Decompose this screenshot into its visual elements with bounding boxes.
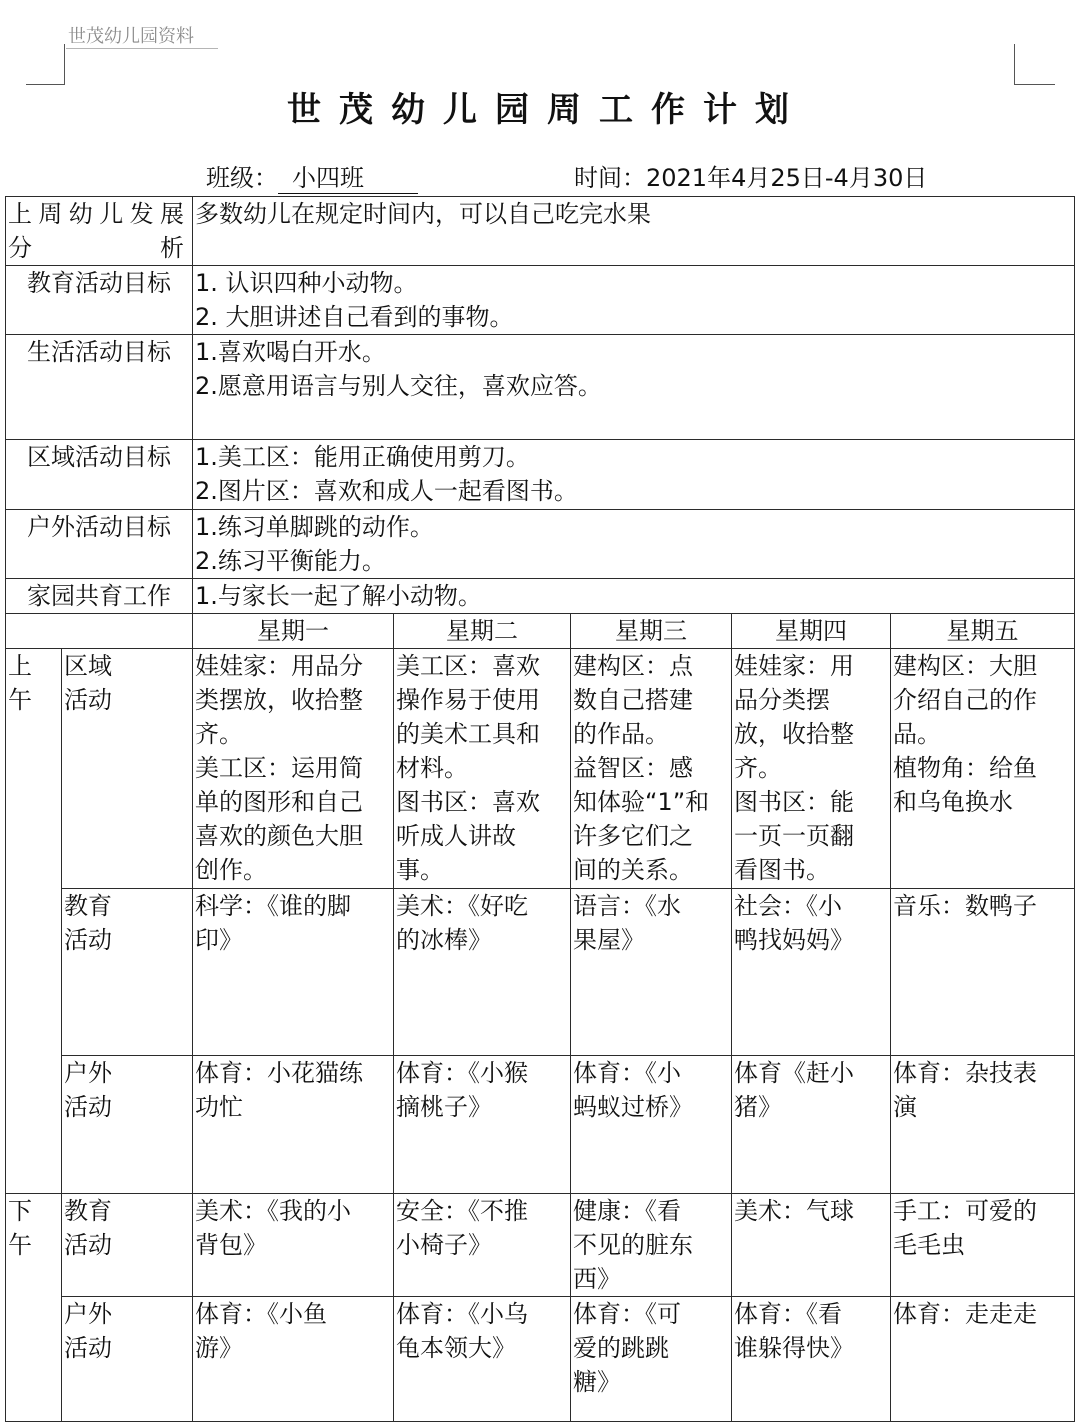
plan-cell — [891, 1297, 1075, 1422]
text-line: 功忙 — [195, 1093, 243, 1121]
text-line: 和乌龟换水 — [893, 788, 1013, 816]
text-line: 美工区：喜欢 — [396, 652, 540, 680]
row-label: 上周幼儿发展分析 — [6, 197, 193, 266]
text-line: 娃娃家：用 — [734, 652, 854, 680]
text-line: 体育：《小乌 — [396, 1300, 528, 1328]
row-content — [193, 440, 1075, 510]
text-line: 体育：走走走 — [893, 1300, 1037, 1328]
text-line: 活动 — [64, 1093, 112, 1121]
row-content — [193, 266, 1075, 335]
text-line: 户外 — [64, 1059, 112, 1087]
text-line: 美工区：运用简 — [195, 754, 363, 782]
plan-cell — [193, 649, 394, 889]
time-label: 时间： — [574, 164, 646, 192]
text-line: 社会：《小 — [734, 892, 842, 920]
text-line: 不见的脏东 — [573, 1231, 693, 1259]
activity-label — [62, 649, 193, 889]
text-line: 体育：《可 — [573, 1300, 681, 1328]
text-line: 谁躲得快》 — [734, 1334, 854, 1362]
text-line: 印》 — [195, 926, 243, 954]
text-line: 活动 — [64, 1334, 112, 1362]
plan-cell — [891, 1056, 1075, 1194]
text-line: 听成人讲故 — [396, 822, 516, 850]
text-line: 演 — [893, 1093, 917, 1121]
text-line: 知体验“1”和 — [573, 788, 710, 816]
text-line: 体育：《小 — [573, 1059, 681, 1087]
text-line: 2.愿意用语言与别人交往，喜欢应答。 — [195, 372, 602, 400]
activity-label — [62, 889, 193, 1056]
class-label: 班级： — [206, 164, 278, 192]
plan-cell — [571, 1194, 732, 1297]
text-line: 糖》 — [573, 1368, 621, 1396]
text-line: 材料。 — [396, 754, 468, 782]
text-line: 品分类摆 — [734, 686, 830, 714]
plan-cell — [394, 1056, 571, 1194]
row-outdoor-goal — [6, 510, 1075, 579]
text-line: 多数幼儿在规定时间内，可以自己吃完水果 — [195, 200, 651, 228]
watermark-underline — [66, 48, 218, 49]
text-line: 数自己搭建 — [573, 686, 693, 714]
row-morning-outdoor — [6, 1056, 1075, 1194]
text-line: 齐。 — [195, 720, 243, 748]
text-line: 的冰棒》 — [396, 926, 492, 954]
text-line: 单的图形和自己 — [195, 788, 363, 816]
text-line: 活动 — [64, 1231, 112, 1259]
day-header: 星期五 — [891, 614, 1075, 649]
plan-cell — [571, 1297, 732, 1422]
activity-label — [62, 1297, 193, 1422]
plan-cell — [193, 1056, 394, 1194]
text-line: 2. 大胆讲述自己看到的事物。 — [195, 303, 514, 331]
text-line: 午 — [8, 686, 32, 714]
text-line: 科学：《谁的脚 — [195, 892, 351, 920]
day-header: 星期一 — [193, 614, 394, 649]
text-line: 午 — [8, 1231, 32, 1259]
text-line: 毛毛虫 — [893, 1231, 965, 1259]
row-edu-goal — [6, 266, 1075, 335]
text-line: 图书区：喜欢 — [396, 788, 540, 816]
text-line: 植物角：给鱼 — [893, 754, 1037, 782]
plan-cell — [394, 1297, 571, 1422]
text-line: 放，收拾整 — [734, 720, 854, 748]
text-line: 看图书。 — [734, 856, 830, 884]
plan-cell — [394, 889, 571, 1056]
corner-mark-left — [26, 44, 65, 85]
text-line: 上 — [8, 652, 32, 680]
text-line: 安全：《不推 — [396, 1197, 528, 1225]
plan-cell — [193, 1194, 394, 1297]
row-label: 户外活动目标 — [6, 510, 193, 579]
row-content — [193, 197, 1075, 266]
text-line: 背包》 — [195, 1231, 267, 1259]
text-line: 健康：《看 — [573, 1197, 681, 1225]
row-home-coop — [6, 579, 1075, 614]
row-morning-area — [6, 649, 1075, 889]
text-line: 事。 — [396, 856, 444, 884]
text-line: 体育：《小猴 — [396, 1059, 528, 1087]
row-content — [193, 335, 1075, 440]
plan-cell — [193, 1297, 394, 1422]
text-line: 操作易于使用 — [396, 686, 540, 714]
text-line: 爱的跳跳 — [573, 1334, 669, 1362]
plan-cell — [394, 1194, 571, 1297]
plan-cell — [732, 649, 891, 889]
row-days-header — [6, 614, 1075, 649]
class-value: 小四班 — [278, 158, 418, 194]
text-line: 教育 — [64, 1197, 112, 1225]
row-afternoon-outdoor — [6, 1297, 1075, 1422]
text-line: 体育：小花猫练 — [195, 1059, 363, 1087]
watermark: 世茂幼儿园资料 — [68, 26, 194, 47]
day-header: 星期二 — [394, 614, 571, 649]
plan-cell — [193, 889, 394, 1056]
text-line: 小椅子》 — [396, 1231, 492, 1259]
page-title: 世茂幼儿园周工作计划 — [287, 90, 807, 130]
text-line: 区域 — [64, 652, 112, 680]
text-line: 活动 — [64, 686, 112, 714]
text-line: 1.喜欢喝白开水。 — [195, 338, 386, 366]
plan-cell — [571, 889, 732, 1056]
text-line: 1.美工区：能用正确使用剪刀。 — [195, 443, 530, 471]
text-line: 体育：《小鱼 — [195, 1300, 327, 1328]
plan-cell — [732, 1194, 891, 1297]
text-line: 西》 — [573, 1265, 621, 1293]
text-line: 1. 认识四种小动物。 — [195, 269, 418, 297]
text-line: 下 — [8, 1197, 32, 1225]
text-line: 户外 — [64, 1300, 112, 1328]
text-line: 许多它们之 — [573, 822, 693, 850]
text-line: 教育 — [64, 892, 112, 920]
text-line: 蚂蚁过桥》 — [573, 1093, 693, 1121]
day-header: 星期四 — [732, 614, 891, 649]
text-line: 的美术工具和 — [396, 720, 540, 748]
text-line: 娃娃家：用品分 — [195, 652, 363, 680]
text-line: 体育：《看 — [734, 1300, 842, 1328]
plan-cell — [891, 649, 1075, 889]
text-line: 体育《赶小 — [734, 1059, 854, 1087]
row-area-goal — [6, 440, 1075, 510]
text-line: 体育：杂技表 — [893, 1059, 1037, 1087]
text-line: 龟本领大》 — [396, 1334, 516, 1362]
row-label: 区域活动目标 — [6, 440, 193, 510]
text-line: 品。 — [893, 720, 941, 748]
text-line: 鸭找妈妈》 — [734, 926, 854, 954]
text-line: 活动 — [64, 926, 112, 954]
text-line: 手工：可爱的 — [893, 1197, 1037, 1225]
plan-cell — [732, 1297, 891, 1422]
text-line: 美术：气球 — [734, 1197, 854, 1225]
plan-cell — [732, 889, 891, 1056]
text-line: 建构区：点 — [573, 652, 693, 680]
text-line: 喜欢的颜色大胆 — [195, 822, 363, 850]
text-line: 一页一页翻 — [734, 822, 854, 850]
row-morning-edu — [6, 889, 1075, 1056]
activity-label — [62, 1194, 193, 1297]
text-line: 音乐：数鸭子 — [893, 892, 1037, 920]
text-line: 建构区：大胆 — [893, 652, 1037, 680]
row-content — [193, 510, 1075, 579]
text-line: 美术：《好吃 — [396, 892, 528, 920]
text-line: 益智区：感 — [573, 754, 693, 782]
row-life-goal — [6, 335, 1075, 440]
time-value: 2021年4月25日-4月30日 — [646, 164, 928, 192]
text-line: 摘桃子》 — [396, 1093, 492, 1121]
corner-mark-right — [1014, 44, 1055, 85]
text-line: 2.图片区：喜欢和成人一起看图书。 — [195, 477, 578, 505]
text-line: 图书区：能 — [734, 788, 854, 816]
plan-cell — [891, 1194, 1075, 1297]
text-line: 类摆放，收拾整 — [195, 686, 363, 714]
text-line: 猪》 — [734, 1093, 782, 1121]
text-line: 1.练习单脚跳的动作。 — [195, 513, 434, 541]
class-info — [206, 158, 418, 194]
text-line: 果屋》 — [573, 926, 645, 954]
plan-cell — [732, 1056, 891, 1194]
row-afternoon-edu — [6, 1194, 1075, 1297]
row-last-week — [6, 197, 1075, 266]
weekly-plan-table — [5, 196, 1075, 1422]
plan-cell — [394, 649, 571, 889]
header-blank — [6, 614, 193, 649]
afternoon-label — [6, 1194, 62, 1422]
morning-label — [6, 649, 62, 1194]
plan-cell — [571, 649, 732, 889]
day-header: 星期三 — [571, 614, 732, 649]
time-info — [574, 158, 927, 193]
activity-label — [62, 1056, 193, 1194]
text-line: 语言：《水 — [573, 892, 681, 920]
plan-cell — [891, 889, 1075, 1056]
row-label: 生活活动目标 — [6, 335, 193, 440]
text-line: 1.与家长一起了解小动物。 — [195, 582, 482, 610]
plan-cell — [571, 1056, 732, 1194]
text-line: 2.练习平衡能力。 — [195, 547, 386, 575]
row-label: 教育活动目标 — [6, 266, 193, 335]
text-line: 介绍自己的作 — [893, 686, 1037, 714]
text-line: 美术：《我的小 — [195, 1197, 351, 1225]
row-content — [193, 579, 1075, 614]
text-line: 游》 — [195, 1334, 243, 1362]
text-line: 间的关系。 — [573, 856, 693, 884]
text-line: 创作。 — [195, 856, 267, 884]
text-line: 的作品。 — [573, 720, 669, 748]
text-line: 齐。 — [734, 754, 782, 782]
row-label: 家园共育工作 — [6, 579, 193, 614]
